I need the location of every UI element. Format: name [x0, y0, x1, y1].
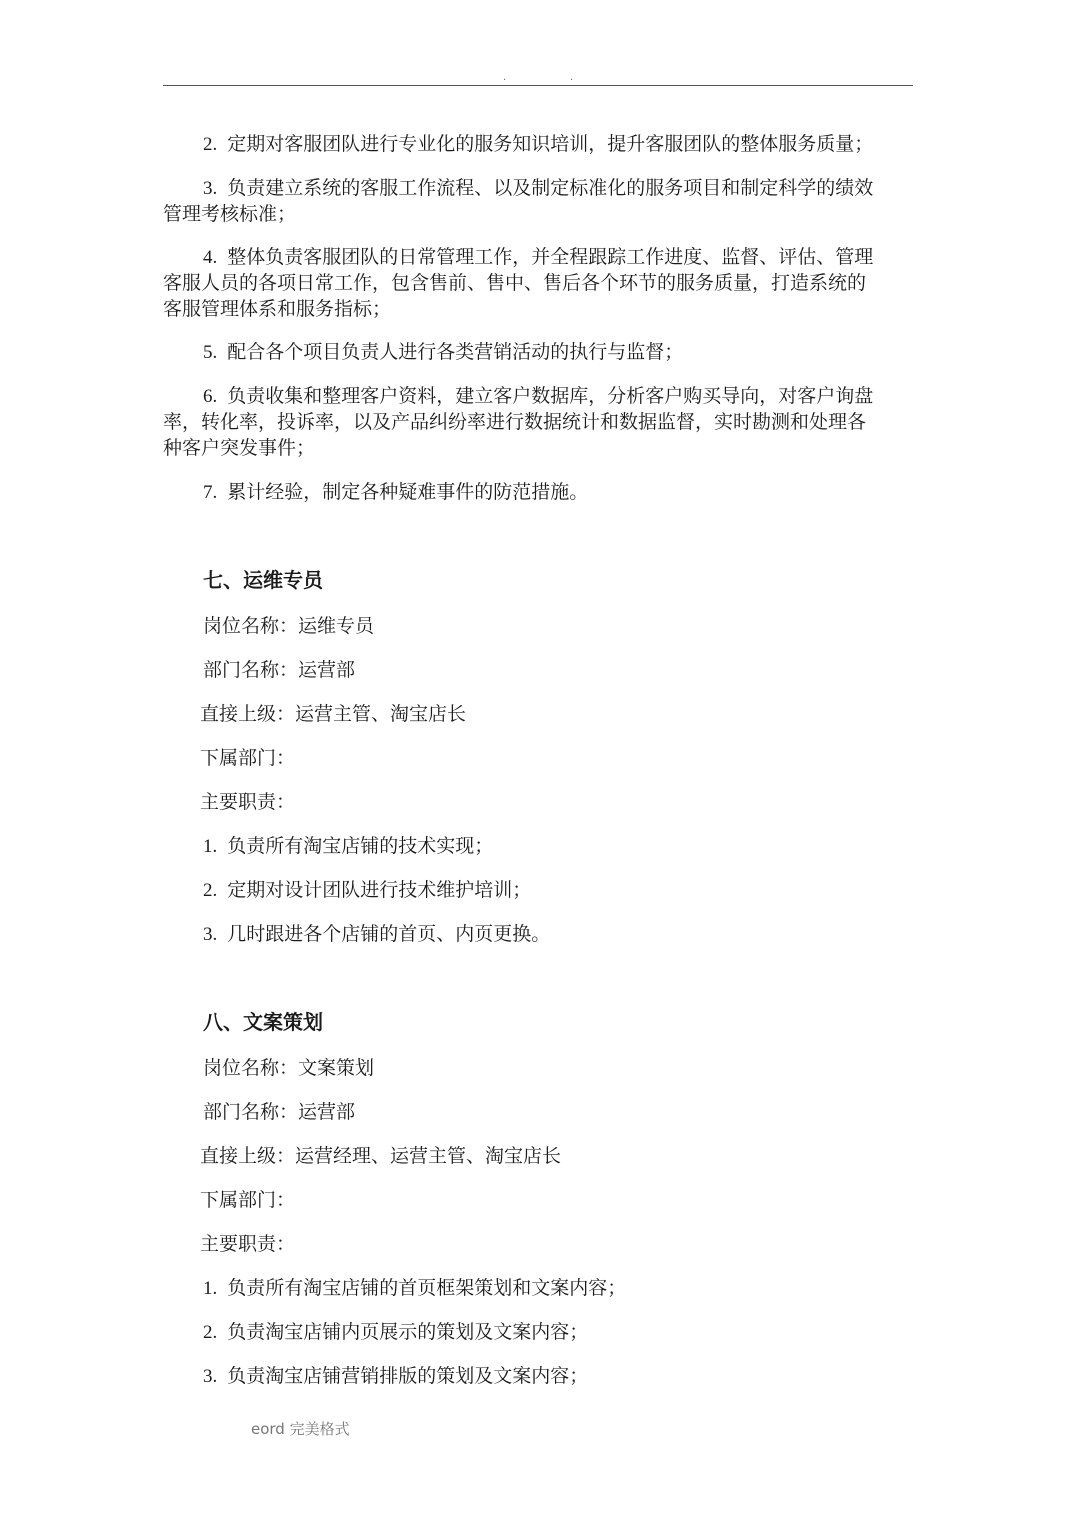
duty-text: 定期对设计团队进行技术维护培训；	[227, 879, 532, 901]
list-text-continuation: 客服人员的各项日常工作，包含售前、售中、售后各个环节的服务质量，打造系统的	[163, 272, 867, 294]
list-item	[163, 131, 923, 158]
list-item	[163, 175, 923, 202]
duty-item	[203, 1363, 588, 1390]
list-item	[163, 383, 923, 410]
list-number: 2.	[203, 134, 218, 155]
position-name: 岗位名称：文案策划	[203, 1057, 375, 1079]
list-number: 2.	[203, 1322, 218, 1343]
list-item	[163, 479, 923, 506]
list-text: 配合各个项目负责人进行各类营销活动的执行与监督；	[227, 341, 684, 363]
list-number: 7.	[203, 482, 218, 503]
department-name: 部门名称：运营部	[203, 659, 356, 681]
subordinate-department: 下属部门：	[200, 747, 296, 769]
list-number: 3.	[203, 1366, 218, 1387]
header-mark-right: .	[570, 72, 574, 83]
position-name: 岗位名称：运维专员	[203, 615, 375, 637]
list-number: 3.	[203, 178, 218, 199]
duty-text: 几时跟进各个店铺的首页、内页更换。	[227, 923, 551, 945]
list-text: 定期对客服团队进行专业化的服务知识培训，提升客服团队的整体服务质量；	[227, 133, 874, 155]
duty-text: 负责所有淘宝店铺的技术实现；	[227, 835, 494, 857]
section-heading: 七、运维专员	[203, 568, 323, 592]
list-text-continuation: 种客户突发事件；	[163, 437, 316, 459]
direct-superior: 直接上级：运营主管、淘宝店长	[200, 703, 467, 725]
list-number: 1.	[203, 836, 218, 857]
list-number: 6.	[203, 386, 218, 407]
list-number: 3.	[203, 924, 218, 945]
duties-label: 主要职责：	[200, 791, 296, 813]
duty-item	[203, 833, 493, 860]
duty-text: 负责淘宝店铺内页展示的策划及文案内容；	[227, 1321, 589, 1343]
list-text-continuation: 客服管理体系和服务指标；	[163, 298, 392, 320]
duties-label: 主要职责：	[200, 1233, 296, 1255]
header-mark-left: .	[503, 72, 507, 83]
list-item	[163, 339, 923, 366]
list-item	[163, 244, 923, 271]
duty-text: 负责所有淘宝店铺的首页框架策划和文案内容；	[227, 1277, 627, 1299]
duty-item	[203, 877, 531, 904]
list-text: 整体负责客服团队的日常管理工作，并全程跟踪工作进度、监督、评估、管理	[227, 246, 874, 268]
duty-item	[203, 1275, 626, 1302]
section-heading: 八、文案策划	[203, 1010, 323, 1034]
list-text: 累计经验，制定各种疑难事件的防范措施。	[227, 481, 589, 503]
list-text: 负责收集和整理客户资料，建立客户数据库，分析客户购买导向，对客户询盘	[227, 385, 874, 407]
list-number: 1.	[203, 1278, 218, 1299]
list-text-continuation: 率，转化率，投诉率，以及产品纠纷率进行数据统计和数据监督，实时勘测和处理各	[163, 411, 867, 433]
list-number: 4.	[203, 247, 218, 268]
list-text-continuation: 管理考核标准；	[163, 203, 297, 225]
subordinate-department: 下属部门：	[200, 1189, 296, 1211]
list-number: 5.	[203, 342, 218, 363]
duty-text: 负责淘宝店铺营销排版的策划及文案内容；	[227, 1365, 589, 1387]
duty-item	[203, 1319, 588, 1346]
duty-item	[203, 921, 550, 948]
header-rule	[163, 85, 913, 86]
direct-superior: 直接上级：运营经理、运营主管、淘宝店长	[200, 1145, 562, 1167]
list-text: 负责建立系统的客服工作流程、以及制定标准化的服务项目和制定科学的绩效	[227, 177, 874, 199]
department-name: 部门名称：运营部	[203, 1101, 356, 1123]
list-number: 2.	[203, 880, 218, 901]
footer-text: eord 完美格式	[251, 1420, 350, 1438]
